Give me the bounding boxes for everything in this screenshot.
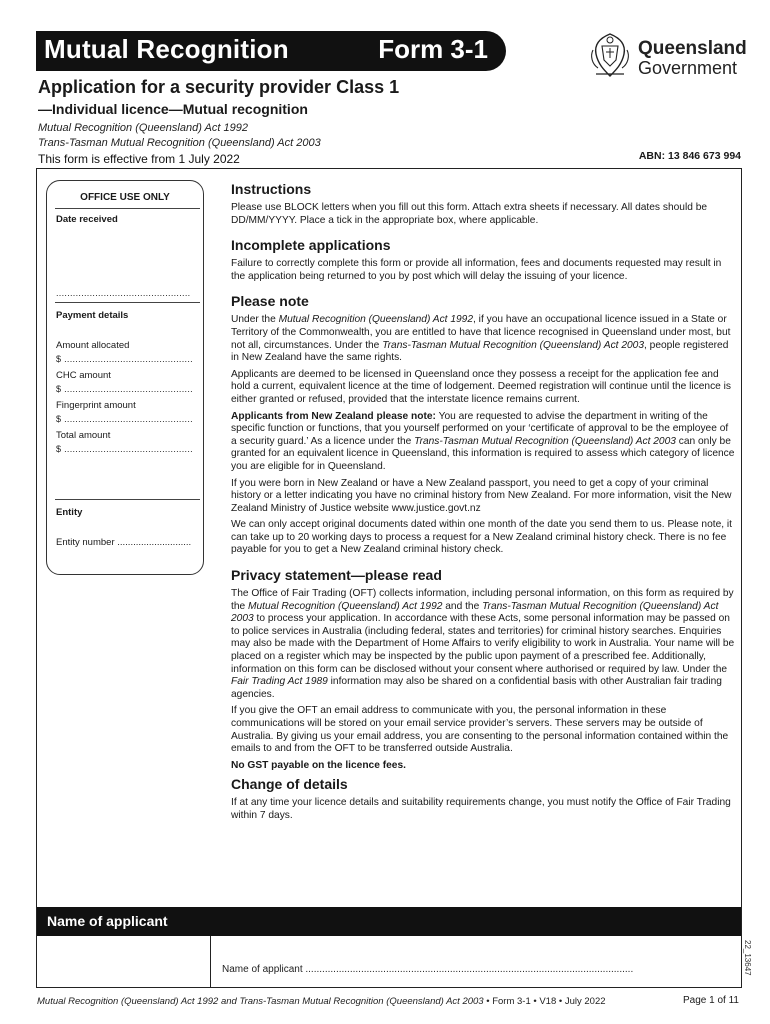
- divider: [55, 499, 200, 500]
- privacy-title: Privacy statement—please read: [231, 567, 442, 584]
- total-amount-label: Total amount: [56, 430, 111, 441]
- payment-details-label: Payment details: [56, 310, 129, 321]
- chc-amount-label: CHC amount: [56, 370, 111, 381]
- abn-number: ABN: 13 846 673 994: [638, 150, 741, 162]
- fingerprint-amount-line: $ ..............................................: [56, 414, 193, 424]
- form-heading: Application for a security provider Class 1: [38, 77, 400, 97]
- content-column: [231, 181, 736, 827]
- form-number: Form 3-1: [378, 34, 488, 64]
- amount-allocated-line: $ ..............................................: [56, 354, 193, 364]
- effective-date: This form is effective from 1 July 2022: [38, 152, 240, 166]
- date-received-line: ................................................: [56, 288, 191, 298]
- name-of-applicant-bar: [37, 907, 741, 936]
- name-section-left-cell: [37, 936, 211, 987]
- document-code: 22_13647: [743, 940, 752, 976]
- divider: [55, 302, 200, 303]
- privacy-paragraph-1: The Office of Fair Trading (OFT) collects information, including personal information, on this form as required by the Mutual Recognition (Queensland) Act 1992 and the Trans-Tasman Mutual Recognition (Queensland) Act 2003 to process your application. In accordance with these Acts, some personal information may be passed on to police services in Australia (including federal, states and territories) for criminal history searches. Enquiries may also be made with the Department of Home Affairs to verify eligibility to work in Australia. Your name will be placed on a register which may be inspected by the public upon payment of a prescribed fee. Additionally, information on this form can be disclosed without your consent where authorised or required by law. Under the Fair Trading Act 1989 information may also be shared on a confidential basis with other Australian fair trading agencies.: [231, 588, 735, 700]
- change-details-title: Change of details: [231, 776, 348, 793]
- office-use-box: [46, 180, 204, 575]
- act-reference-1: Mutual Recognition (Queensland) Act 1992: [38, 122, 248, 134]
- entity-number-label: Entity number ............................: [56, 537, 192, 548]
- please-note-paragraph-4: If you were born in New Zealand or have a New Zealand passport, you need to get a copy of your criminal history or a letter indicating you have no criminal history from New Zealand. For more information, visit the New Zealand Ministry of Justice website www.justice.govt.nz: [231, 477, 732, 514]
- amount-allocated-label: Amount allocated: [56, 340, 130, 351]
- gst-note: No GST payable on the licence fees.: [231, 759, 406, 771]
- form-title-banner: [36, 31, 506, 71]
- logo-text-queensland: Queensland: [638, 38, 747, 59]
- office-use-header: OFFICE USE ONLY: [80, 192, 170, 203]
- instructions-title: Instructions: [231, 181, 312, 197]
- form-title: Mutual Recognition: [44, 34, 289, 64]
- please-note-paragraph-5: We can only accept original documents dated within one month of the date you send them to us. Please note, it can take up to 20 working days to process a request for a New Zealand criminal history check. There is no fee payable for you to get a New Zealand criminal history check.: [231, 519, 733, 556]
- please-note-paragraph-1: Under the Mutual Recognition (Queensland) Act 1992, if you have an occupational licence issued in a State or Territory of the Commonwealth, you are entitled to have that licence recognised in Queensland under most, but not all, circumstances. Under the Trans-Tasman Mutual Recognition (Queensland) Act 2003, people registered in New Zealand have the same rights.: [231, 314, 731, 364]
- please-note-title: Please note: [231, 293, 309, 310]
- incomplete-title: Incomplete applications: [231, 237, 391, 254]
- please-note-paragraph-2: Applicants are deemed to be licensed in Queensland once they possess a receipt for the application fee and hold a current, equivalent licence at the time of lodgement. Deemed registration will continue until the licence is either granted or refused, provided that the interstate licence remains current.: [231, 368, 732, 405]
- form-subheading: —Individual licence—Mutual recognition: [38, 101, 308, 117]
- name-of-applicant-title: Name of applicant: [47, 913, 168, 929]
- fingerprint-amount-label: Fingerprint amount: [56, 400, 136, 411]
- new-zealand-note: Applicants from New Zealand please note: You are requested to advise the department in writing of the specific function or functions, that you yourself performed on your ‘certificate of approval to be the employee of a security guard.’ As a licence under the Trans-Tasman Mutual Recognition (Queensland) Act 2003 can only be granted for an equivalent licence in Queensland, this information is required to assess which category of licence you are eligible for in Queensland.: [231, 410, 735, 472]
- incomplete-text: Failure to correctly complete this form or provide all information, fees and documents requested may result in the application being returned to you by post which will delay the issuing of your licence.: [231, 258, 722, 282]
- logo-text-government: Government: [638, 58, 738, 78]
- date-received-label: Date received: [56, 214, 118, 225]
- change-details-text: If at any time your licence details and suitability requirements change, you must notify the Office of Fair Trading within 7 days.: [231, 797, 731, 821]
- queensland-government-logo: [588, 30, 748, 80]
- name-of-applicant-field[interactable]: Name of applicant ......................................................................................................................: [222, 964, 634, 975]
- act-reference-2: Trans-Tasman Mutual Recognition (Queensland) Act 2003: [38, 137, 321, 149]
- page-number: Page 1 of 11: [683, 995, 739, 1006]
- footer-text: Mutual Recognition (Queensland) Act 1992 and Trans-Tasman Mutual Recognition (Queensland) Act 2003 • Form 3-1 • V18 • July 2022: [37, 996, 606, 1007]
- entity-label: Entity: [56, 507, 83, 518]
- chc-amount-line: $ ..............................................: [56, 384, 193, 394]
- divider: [55, 208, 200, 209]
- total-amount-line: $ ..............................................: [56, 444, 193, 454]
- privacy-paragraph-2: If you give the OFT an email address to communicate with you, the personal information in these communications will be stored on your email service provider’s servers. These servers may be outside of Australia. By giving us your email address, you are consenting to the personal information contained within the emails to and from the OFT to be transferred outside Australia.: [231, 705, 729, 755]
- coat-of-arms-icon: [588, 30, 632, 80]
- instructions-text: Please use BLOCK letters when you fill out this form. Attach extra sheets if necessary. All dates should be DD/MM/YYYY. Place a tick in the appropriate box, where applicable.: [231, 202, 708, 226]
